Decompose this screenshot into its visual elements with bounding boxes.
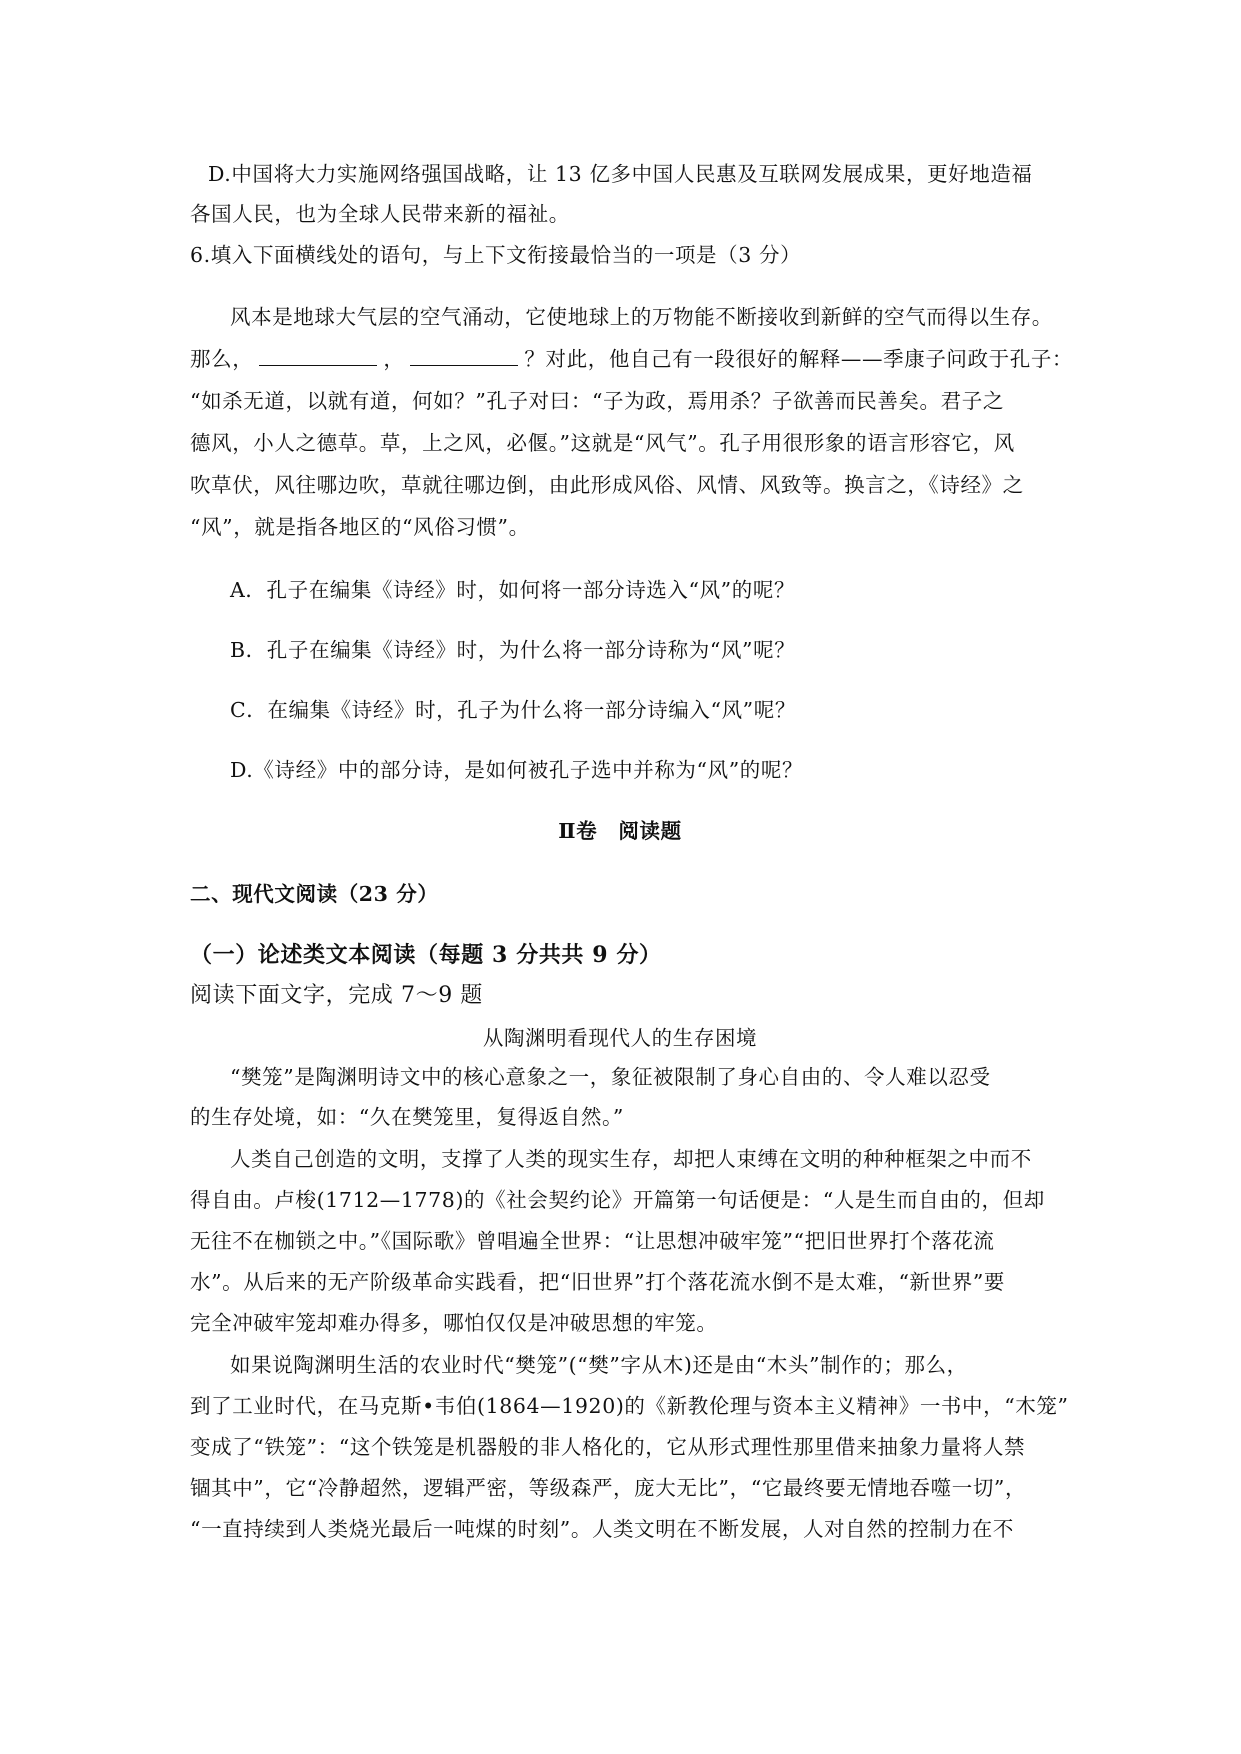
q6-option-b: B．孔子在编集《诗经》时，为什么将一部分诗称为“风”呢？ — [230, 638, 796, 662]
q6-passage-line4: 德风，小人之德草。草，上之风，必偃。”这就是“风气”。孔子用很形象的语言形容它，风 — [190, 431, 1015, 455]
q6-passage-text: ？对此，他自己有一段很好的解释——季康子问政于孔子： — [524, 347, 1074, 371]
q5-option-d-line1: D.中国将大力实施网络强国战略，让 13 亿多中国人民惠及互联网发展成果，更好地造福 — [208, 162, 1033, 186]
article-line: 人类自己创造的文明，支撑了人类的现实生存，却把人束缚在文明的种种框架之中而不 — [230, 1147, 1032, 1171]
article-line: 到了工业时代，在马克斯•韦伯(1864—1920)的《新教伦理与资本主义精神》一书中，“木笼” — [190, 1394, 1069, 1418]
section-title: Ⅱ卷 阅读题 — [558, 819, 682, 843]
part-heading: 二、现代文阅读（23 分） — [190, 882, 439, 906]
article-line: 完全冲破牢笼却难办得多，哪怕仅仅是冲破思想的牢笼。 — [190, 1311, 718, 1335]
q6-passage-comma: ， — [383, 347, 405, 371]
q6-option-c: C．在编集《诗经》时，孔子为什么将一部分诗编入“风”呢？ — [230, 698, 796, 722]
q6-passage-line3: “如杀无道，以就有道，何如？”孔子对曰：“子为政，焉用杀？子欲善而民善矣。君子之 — [190, 389, 1004, 413]
answer-blank-1 — [259, 345, 377, 366]
answer-blank-2 — [410, 345, 518, 366]
q5-option-d-line2: 各国人民，也为全球人民带来新的福祉。 — [190, 202, 570, 226]
article-title: 从陶渊明看现代人的生存困境 — [482, 1026, 758, 1050]
article-line: 无往不在枷锁之中。”《国际歌》曾唱遍全世界：“让思想冲破牢笼”“把旧世界打个落花流 — [190, 1229, 995, 1253]
q6-option-a: A．孔子在编集《诗经》时，如何将一部分诗选入“风”的呢？ — [230, 578, 796, 602]
q6-stem: 6.填入下面横线处的语句，与上下文衔接最恰当的一项是（3 分） — [190, 243, 802, 267]
reading-instruction: 阅读下面文字，完成 7～9 题 — [190, 983, 483, 1008]
article-line: “一直持续到人类烧光最后一吨煤的时刻”。人类文明在不断发展，人对自然的控制力在不 — [190, 1517, 1014, 1541]
q6-passage-line1: 风本是地球大气层的空气涌动，它使地球上的万物能不断接收到新鲜的空气而得以生存。 — [230, 305, 1053, 329]
article-line: 水”。从后来的无产阶级革命实践看，把“旧世界”打个落花流水倒不是太难，“新世界”要 — [190, 1270, 1005, 1294]
q6-passage-text: 那么， — [190, 347, 254, 371]
article-line: “樊笼”是陶渊明诗文中的核心意象之一，象征被限制了身心自由的、令人难以忍受 — [230, 1065, 991, 1089]
article-line: 锢其中”，它“冷静超然，逻辑严密，等级森严，庞大无比”，“它最终要无情地吞噬一切”， — [190, 1476, 1027, 1500]
q6-passage-line6: “风”，就是指各地区的“风俗习惯”。 — [190, 515, 530, 539]
article-line: 变成了“铁笼”：“这个铁笼是机器般的非人格化的，它从形式理性那里借来抽象力量将人禁 — [190, 1435, 1026, 1459]
article-line: 的生存处境，如：“久在樊笼里，复得返自然。” — [190, 1105, 624, 1129]
q6-passage-line2 — [190, 345, 1074, 373]
q6-option-d: D.《诗经》中的部分诗，是如何被孔子选中并称为“风”的呢？ — [230, 758, 804, 782]
article-line: 如果说陶渊明生活的农业时代“樊笼”(“樊”字从木)还是由“木头”制作的；那么， — [230, 1353, 968, 1377]
article-line: 得自由。卢梭(1712—1778)的《社会契约论》开篇第一句话便是：“人是生而自由的，但却 — [190, 1188, 1045, 1212]
sub-heading: （一）论述类文本阅读（每题 3 分共共 9 分） — [190, 942, 662, 968]
q6-passage-line5: 吹草伏，风往哪边吹，草就往哪边倒，由此形成风俗、风情、风致等。换言之，《诗经》之 — [190, 473, 1024, 497]
